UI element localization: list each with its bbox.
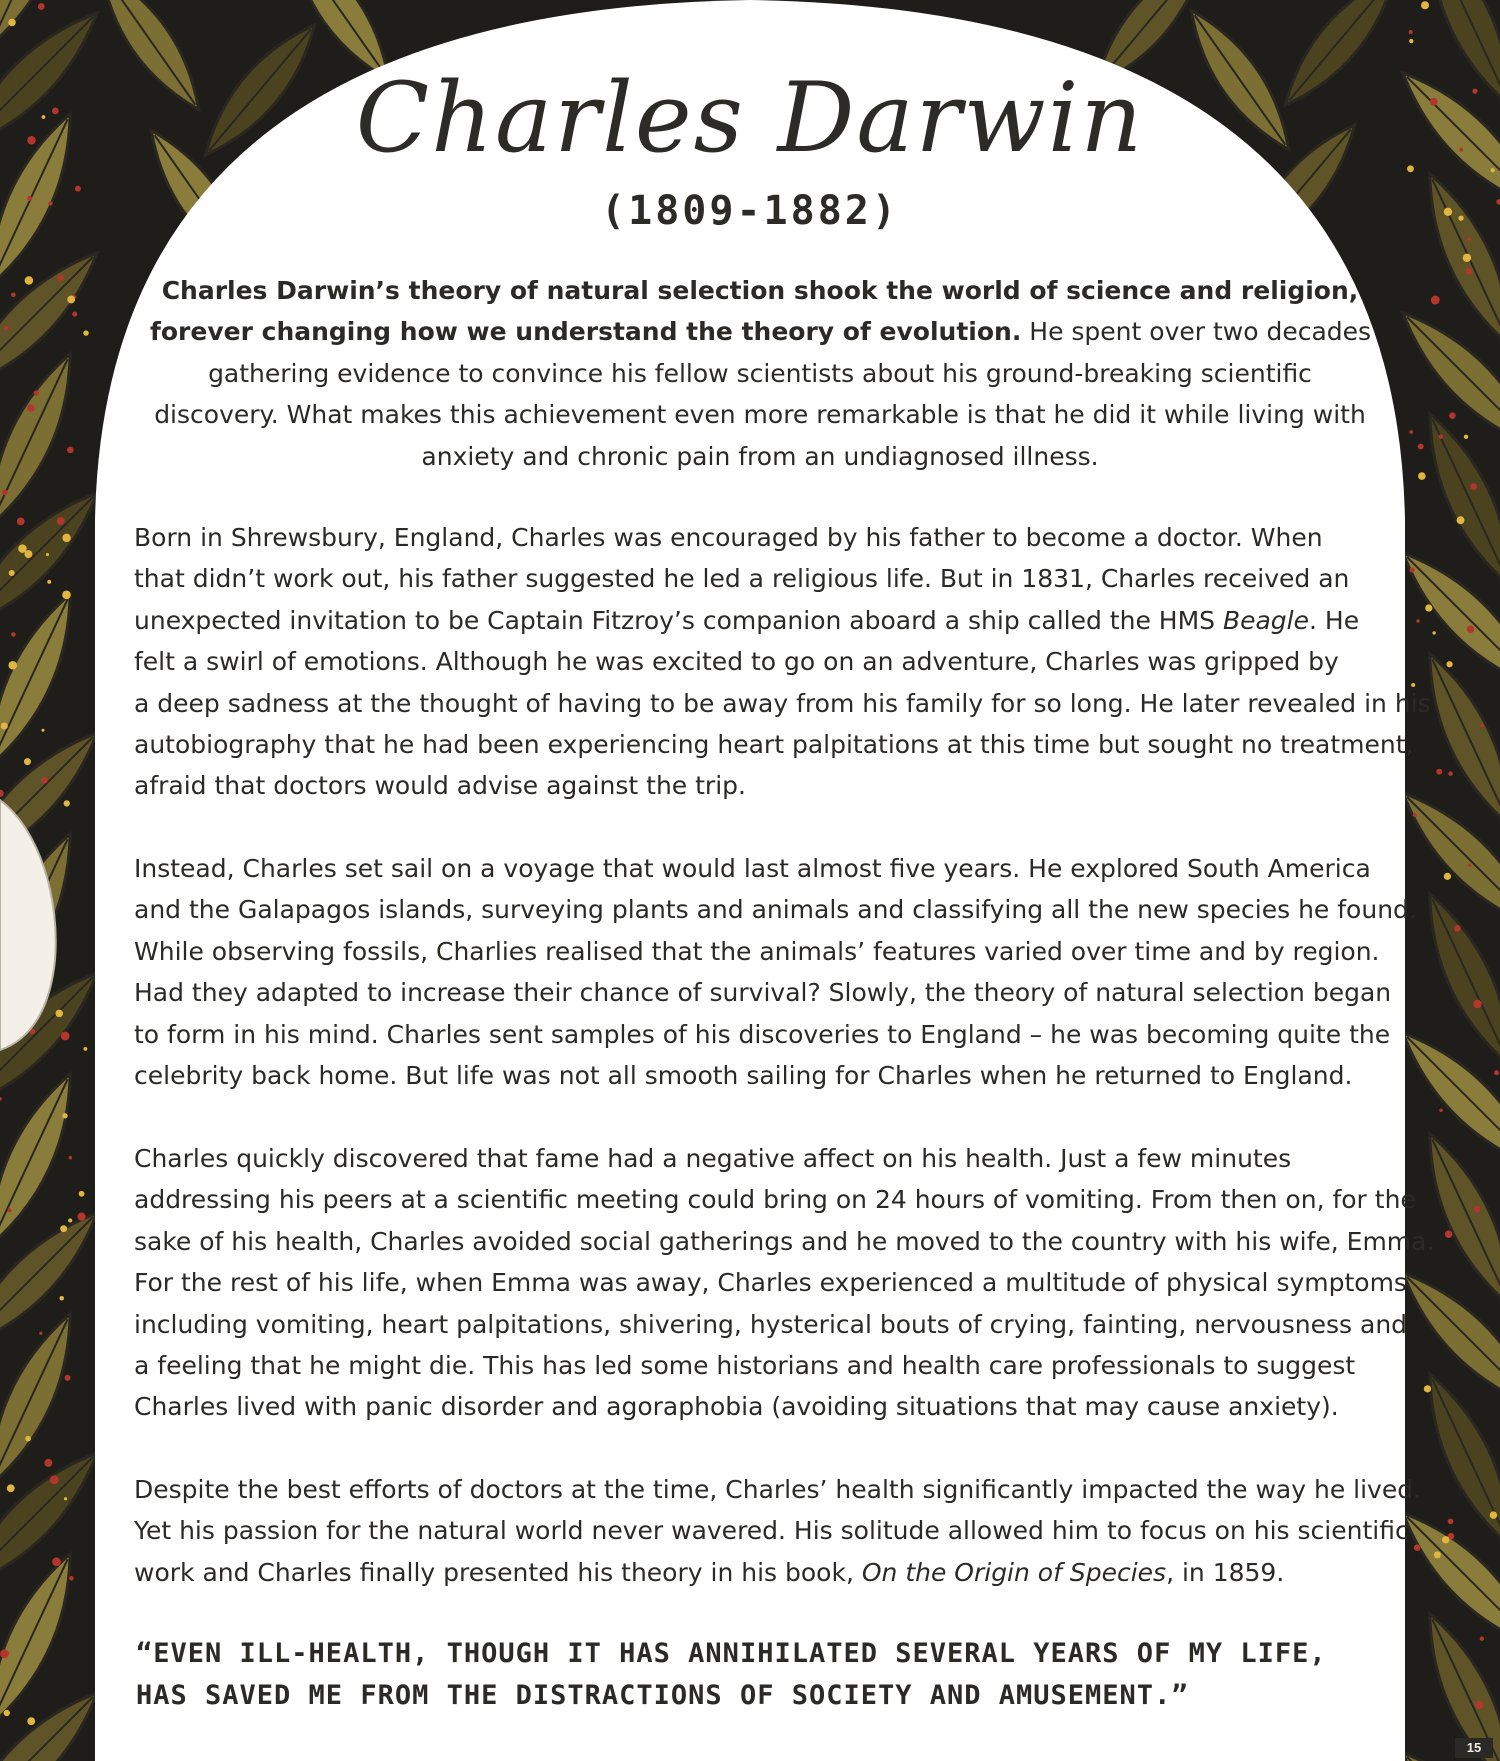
speckle-dot (2, 489, 8, 495)
speckle-dot (1480, 1637, 1484, 1641)
speckle-dot (39, 1332, 42, 1335)
speckle-dot (1445, 1230, 1453, 1238)
speckle-dot (1413, 813, 1417, 817)
speckle-dot (1436, 769, 1442, 775)
speckle-dot (7, 1208, 11, 1212)
speckle-dot (61, 1032, 70, 1041)
text-line: Yet his passion for the natural world never wavered. His solitude allowed him to focus on his scientific (134, 1516, 1409, 1546)
speckle-dot (69, 1576, 74, 1581)
speckle-dot (1457, 516, 1465, 524)
speckle-dot (1454, 925, 1461, 932)
body-paragraph-early-life (134, 517, 1431, 807)
darwin-quote (136, 1633, 1426, 1717)
speckle-dot (79, 1191, 85, 1197)
speckle-dot (1418, 444, 1424, 450)
speckle-dot (1414, 1544, 1421, 1551)
text-line: and the Galapagos islands, surveying plants and animals and classifying all the new species he found. (134, 895, 1417, 925)
speckle-dot (7, 1484, 15, 1492)
speckle-dot (67, 296, 75, 304)
speckle-dot (77, 1212, 85, 1220)
life-dates: (1809-1882) (601, 188, 899, 234)
intro-paragraph (150, 270, 1370, 477)
speckle-dot (1434, 1551, 1441, 1558)
page-title: Charles Darwin (355, 62, 1145, 174)
speckle-dot (1464, 435, 1468, 439)
speckle-dot (1409, 430, 1413, 434)
speckle-dot (65, 1375, 71, 1381)
speckle-dot (64, 1497, 67, 1500)
speckle-dot (0, 1097, 2, 1101)
speckle-dot (64, 800, 70, 806)
speckle-dot (1463, 254, 1471, 262)
speckle-dot (0, 1649, 9, 1658)
speckle-dot (47, 580, 51, 584)
text-line: Charles Darwin’s theory of natural selection shook the world of science and religion, (161, 276, 1359, 305)
speckle-dot (42, 777, 48, 783)
speckle-dot (1475, 1701, 1483, 1709)
speckle-dot (27, 1717, 35, 1725)
speckle-dot (1474, 1206, 1481, 1213)
speckle-dot (1439, 434, 1443, 438)
speckle-dot (46, 553, 49, 556)
speckle-dot (8, 19, 15, 26)
speckle-dot (68, 1218, 72, 1222)
text-line: addressing his peers at a scientific meeting could bring on 24 hours of vomiting. From then on, for the (134, 1185, 1416, 1215)
text-line: Instead, Charles set sail on a voyage that would last almost five years. He explored South America (134, 854, 1371, 883)
speckle-dot (1416, 619, 1419, 622)
text-line: For the rest of his life, when Emma was away, Charles experienced a multitude of physical symptoms (134, 1268, 1407, 1298)
text-line: Born in Shrewsbury, England, Charles was encouraged by his father to become a doctor. When (134, 523, 1323, 552)
speckle-dot (24, 550, 32, 558)
text-line: to form in his mind. Charles sent samples of his discoveries to England – he was becoming quite the (134, 1019, 1391, 1049)
text-line: celebrity back home. But life was not all smooth sailing for Charles when he returned to England. (134, 1061, 1353, 1091)
speckle-dot (8, 661, 17, 670)
text-line: unexpected invitation to be Captain Fitzroy’s companion aboard a ship called the HMS Beagle. He (134, 605, 1360, 635)
speckle-dot (1480, 724, 1484, 728)
speckle-dot (83, 330, 89, 336)
speckle-dot (1449, 412, 1456, 419)
speckle-dot (1448, 771, 1453, 776)
speckle-dot (1468, 863, 1472, 867)
speckle-dot (9, 570, 15, 576)
text-line: work and Charles finally presented his theory in his book, On the Origin of Species, in 1859. (134, 1557, 1285, 1587)
speckle-dot (57, 275, 63, 281)
text-line: gathering evidence to convince his fellow scientists about his ground-breaking scientific (208, 358, 1312, 388)
speckle-dot (1409, 39, 1413, 43)
speckle-dot (25, 1436, 31, 1442)
speckle-dot (34, 390, 39, 395)
text-line: anxiety and chronic pain from an undiagnosed illness. (421, 441, 1099, 471)
speckle-dot (62, 534, 70, 542)
text-line: autobiography that he had been experiencing heart palpitations at this time but sought no treatment, (134, 730, 1414, 760)
speckle-dot (57, 517, 65, 525)
speckle-dot (72, 312, 77, 317)
text-line: Charles lived with panic disorder and agoraphobia (avoiding situations that may cause anxiety). (134, 1392, 1339, 1422)
speckle-dot (38, 3, 45, 10)
speckle-dot (59, 1296, 64, 1301)
speckle-dot (27, 404, 34, 411)
page-number: 15 (1455, 1738, 1493, 1758)
speckle-dot (1467, 237, 1471, 241)
speckle-dot (67, 447, 74, 454)
speckle-dot (1466, 268, 1473, 275)
body-paragraph-health (134, 1138, 1435, 1428)
speckle-dot (4, 1710, 10, 1716)
speckle-dot (41, 729, 44, 732)
speckle-dot (1494, 1070, 1499, 1075)
text-line: Charles quickly discovered that fame had a negative affect on his health. Just a few minutes (134, 1144, 1292, 1173)
text-line: forever changing how we understand the theory of evolution. He spent over two decades (150, 317, 1372, 347)
text-line: felt a swirl of emotions. Although he was excited to go on an adventure, Charles was gripped by (134, 647, 1339, 677)
text-line: sake of his health, Charles avoided social gatherings and he moved to the country with his wife, Emma. (134, 1226, 1435, 1256)
quote-line: “EVEN ILL-HEALTH, THOUGH IT HAS ANNIHILATED SEVERAL YEARS OF MY LIFE, (136, 1638, 1327, 1669)
text-line: afraid that doctors would advise against the trip. (134, 771, 746, 801)
speckle-dot (1446, 661, 1452, 667)
speckle-dot (1421, 1, 1429, 9)
body-paragraph-legacy (134, 1469, 1422, 1593)
speckle-dot (11, 632, 16, 637)
speckle-dot (1418, 472, 1426, 480)
speckle-dot (1490, 1511, 1497, 1518)
speckle-dot (1467, 626, 1474, 633)
speckle-dot (60, 1225, 67, 1232)
speckle-dot (1439, 1108, 1443, 1112)
text-line: Despite the best efforts of doctors at the time, Charles’ health significantly impacted the way he lived. (134, 1475, 1422, 1504)
speckle-dot (62, 591, 71, 600)
speckle-dot (1448, 1519, 1454, 1525)
speckle-dot (62, 1113, 67, 1118)
speckle-dot (1444, 873, 1451, 880)
speckle-dot (1, 722, 8, 729)
text-line: including vomiting, heart palpitations, shivering, hysterical bouts of crying, fainting, nervousness and (134, 1309, 1408, 1339)
speckle-dot (11, 292, 16, 297)
speckle-dot (1470, 483, 1477, 490)
text-line: a feeling that he might die. This has led some historians and health care professionals to suggest (134, 1351, 1356, 1381)
speckle-dot (17, 517, 25, 525)
speckle-dot (83, 1047, 87, 1051)
speckle-dot (24, 758, 31, 765)
text-line: discovery. What makes this achievement even more remarkable is that he did it while living with (154, 400, 1366, 430)
speckle-dot (69, 1156, 72, 1159)
text-line: that didn’t work out, his father suggested he led a religious life. But in 1831, Charles received an (134, 564, 1350, 594)
speckle-dot (25, 276, 34, 285)
speckle-dot (1425, 604, 1432, 611)
speckle-dot (52, 1557, 61, 1566)
text-line: While observing fossils, Charlies realised that the animals’ features varied over time and by region. (134, 936, 1380, 966)
quote-line: HAS SAVED ME FROM THE DISTRACTIONS OF SOCIETY AND AMUSEMENT.” (136, 1680, 1189, 1711)
text-line: a deep sadness at the thought of having to be away from his family for so long. He later revealed in his (134, 688, 1431, 718)
text-line: Had they adapted to increase their chance of survival? Slowly, the theory of natural selection began (134, 978, 1392, 1008)
ship-name: Beagle (1222, 605, 1310, 635)
speckle-dot (1432, 631, 1435, 634)
speckle-dot (1431, 296, 1440, 305)
book-title: On the Origin of Species (861, 1557, 1167, 1587)
speckle-dot (44, 1459, 52, 1467)
speckle-dot (1473, 1000, 1481, 1008)
speckle-dot (55, 1010, 63, 1018)
body-paragraph-voyage (134, 848, 1417, 1096)
speckle-dot (4, 326, 9, 331)
speckle-dot (1409, 30, 1413, 34)
speckle-dot (1424, 1385, 1431, 1392)
speckle-dot (1442, 1536, 1449, 1543)
speckle-dot (50, 1475, 59, 1484)
